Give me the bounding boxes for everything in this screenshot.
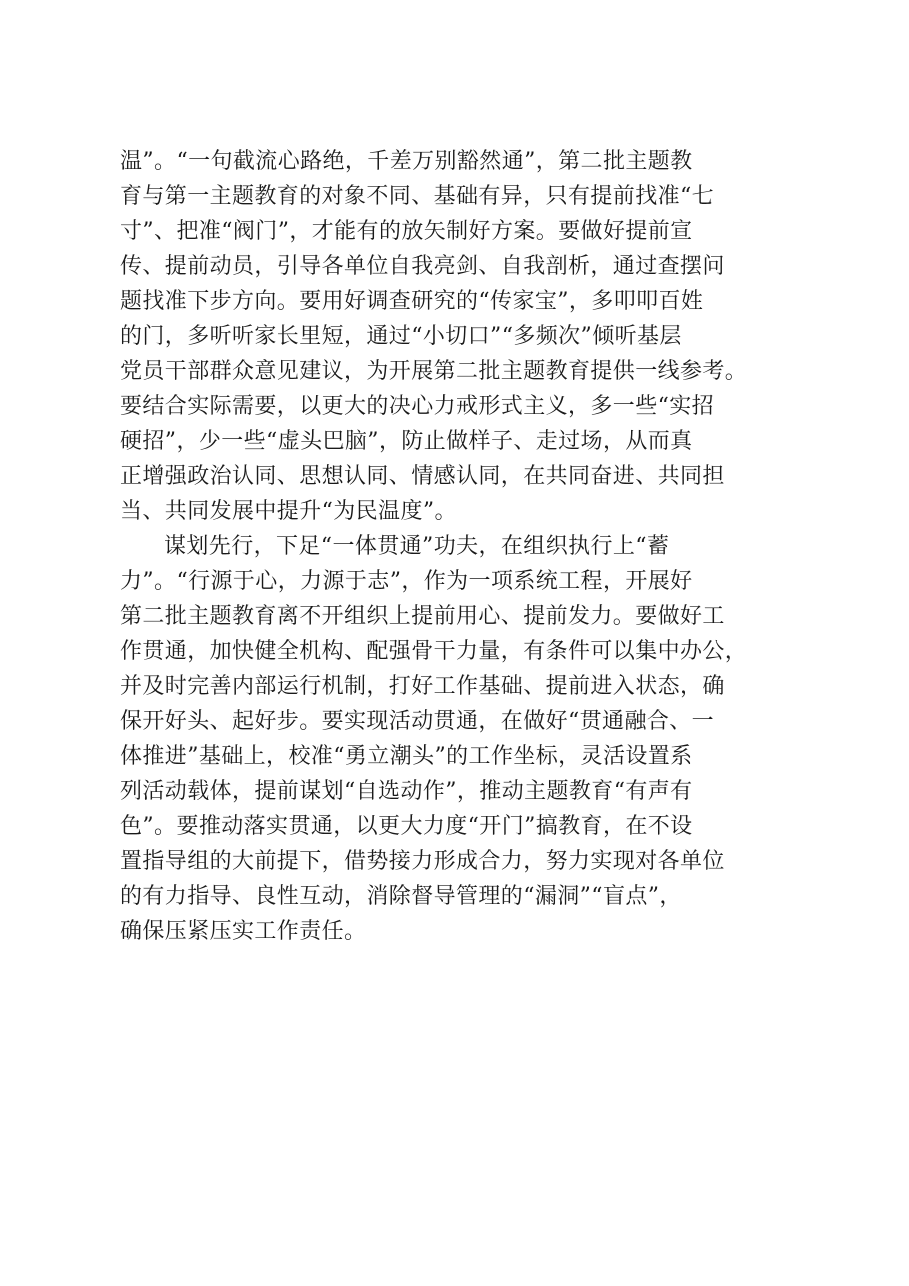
text-line: 作贯通，加快健全机构、配强骨干力量，有条件可以集中办公， [120,639,748,664]
text-line: 列活动载体，提前谋划“自选动作”，推动主题教育“有声有 [120,779,693,804]
text-line: 当、共同发展中提升“为民温度”。 [120,499,457,524]
text-line: 温”。“一句截流心路绝，千差万别豁然通”，第二批主题教 [120,149,693,174]
text-line: 第二批主题教育离不开组织上提前用心、提前发力。要做好工 [120,604,725,629]
text-line: 寸”、把准“阀门”，才能有的放矢制好方案。要做好提前宣 [120,219,693,244]
text-line: 的门，多听听家长里短，通过“小切口”“多频次”倾听基层 [120,324,682,349]
text-line: 力”。“行源于心，力源于志”，作为一项系统工程，开展好 [120,569,693,594]
text-line: 保开好头、起好步。要实现活动贯通，在做好“贯通融合、一 [120,709,715,734]
paragraph-2 [120,529,810,949]
text-line: 硬招”，少一些“虚头巴脑”，防止做样子、走过场，从而真 [120,429,693,454]
text-line: 传、提前动员，引导各单位自我亮剑、自我剖析，通过查摆问 [120,254,725,279]
text-line: 确保压紧压实工作责任。 [120,919,367,944]
text-line: 题找准下步方向。要用好调查研究的“传家宝”，多叩叩百姓 [120,289,704,314]
text-line: 并及时完善内部运行机制，打好工作基础、提前进入状态，确 [120,674,725,699]
text-line-first: 谋划先行，下足“一体贯通”功夫，在组织执行上“蓄 [164,534,670,559]
text-line: 育与第一主题教育的对象不同、基础有异，只有提前找准“七 [120,184,715,209]
text-line: 党员干部群众意见建议，为开展第二批主题教育提供一线参考。 [120,359,748,384]
text-line: 置指导组的大前提下，借势接力形成合力，努力实现对各单位 [120,849,725,874]
text-line: 色”。要推动落实贯通，以更大力度“开门”搞教育，在不设 [120,814,693,839]
text-line: 正增强政治认同、思想认同、情感认同，在共同奋进、共同担 [120,464,725,489]
document-body [120,144,810,949]
text-line: 要结合实际需要，以更大的决心力戒形式主义，多一些“实招 [120,394,715,419]
paragraph-1 [120,144,810,529]
text-line: 的有力指导、良性互动，消除督导管理的“漏洞”“盲点”， [120,884,682,909]
text-line: 体推进”基础上，校准“勇立潮头”的工作坐标，灵活设置系 [120,744,693,769]
